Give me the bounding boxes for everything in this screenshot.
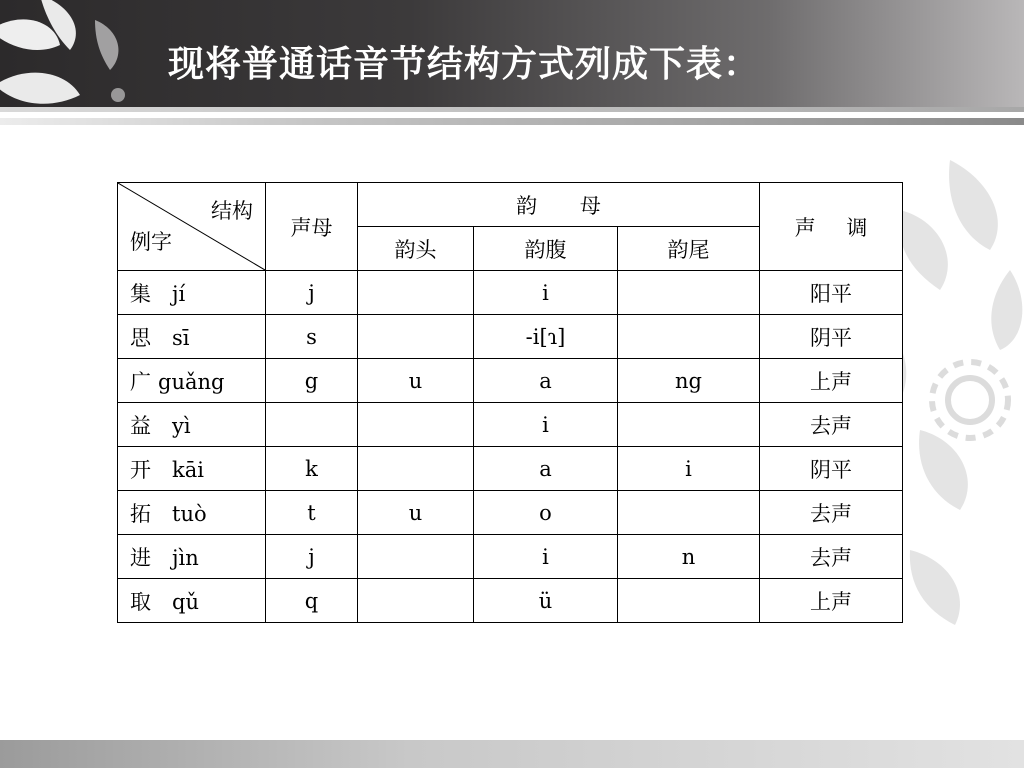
example-char: 拓 <box>130 501 151 526</box>
tone-cell: 上声 <box>760 579 903 623</box>
example-cell <box>118 535 266 579</box>
page-title: 现将普通话音节结构方式列成下表： <box>168 43 761 85</box>
final-group-label: 韵 母 <box>516 193 619 218</box>
nucleus-cell: i <box>474 535 618 579</box>
structure-label: 结构 <box>211 199 253 223</box>
example-char: 益 <box>130 413 151 438</box>
example-cell <box>118 447 266 491</box>
diagonal-header-cell <box>118 183 266 271</box>
nucleus-cell: a <box>474 359 618 403</box>
initial-cell <box>266 403 358 447</box>
example-cell <box>118 359 266 403</box>
tone-cell: 阴平 <box>760 315 903 359</box>
table-row <box>118 491 903 535</box>
nucleus-cell: -i[ɿ] <box>474 315 618 359</box>
example-char: 广 <box>130 369 151 394</box>
table-row <box>118 579 903 623</box>
example-cell <box>118 315 266 359</box>
tone-header-label: 声 调 <box>794 215 880 240</box>
final-group-header <box>358 183 760 227</box>
coda-header: 韵尾 <box>618 227 760 271</box>
example-pinyin: jìn <box>172 545 199 570</box>
medial-cell: u <box>358 491 474 535</box>
example-char: 取 <box>130 589 151 614</box>
coda-cell: ng <box>618 359 760 403</box>
initial-cell: j <box>266 271 358 315</box>
medial-cell <box>358 315 474 359</box>
example-pinyin: kāi <box>172 457 204 482</box>
nucleus-header: 韵腹 <box>474 227 618 271</box>
nucleus-cell: a <box>474 447 618 491</box>
leaf-decoration-icon <box>0 0 160 107</box>
coda-cell <box>618 491 760 535</box>
table-header-row <box>118 183 903 227</box>
initial-cell: k <box>266 447 358 491</box>
example-pinyin: qǔ <box>172 589 199 614</box>
tone-cell: 阴平 <box>760 447 903 491</box>
table-row <box>118 359 903 403</box>
tone-cell: 去声 <box>760 491 903 535</box>
initial-header: 声母 <box>266 183 358 271</box>
divider-stripe-accent <box>0 118 1024 125</box>
example-char: 集 <box>130 281 151 306</box>
example-pinyin: sī <box>172 325 190 350</box>
example-char: 进 <box>130 545 151 570</box>
footer-bar <box>0 740 1024 768</box>
syllable-structure-table <box>117 182 903 623</box>
example-cell <box>118 579 266 623</box>
example-pinyin: jí <box>172 281 186 306</box>
tone-cell: 去声 <box>760 403 903 447</box>
nucleus-cell: o <box>474 491 618 535</box>
initial-cell: t <box>266 491 358 535</box>
table-row <box>118 271 903 315</box>
coda-cell: i <box>618 447 760 491</box>
medial-cell <box>358 535 474 579</box>
nucleus-cell: ü <box>474 579 618 623</box>
medial-cell <box>358 271 474 315</box>
table-row <box>118 535 903 579</box>
nucleus-cell: i <box>474 271 618 315</box>
medial-cell <box>358 579 474 623</box>
example-cell <box>118 271 266 315</box>
coda-cell <box>618 403 760 447</box>
nucleus-cell: i <box>474 403 618 447</box>
example-pinyin: guǎng <box>158 369 225 394</box>
initial-cell: g <box>266 359 358 403</box>
initial-cell: s <box>266 315 358 359</box>
example-char-label: 例字 <box>130 230 172 254</box>
medial-cell <box>358 403 474 447</box>
medial-cell <box>358 447 474 491</box>
table-row <box>118 315 903 359</box>
tone-cell: 上声 <box>760 359 903 403</box>
table-row <box>118 403 903 447</box>
example-char: 开 <box>130 457 151 482</box>
initial-cell: q <box>266 579 358 623</box>
table-row <box>118 447 903 491</box>
initial-cell: j <box>266 535 358 579</box>
example-pinyin: yì <box>172 413 191 438</box>
example-pinyin: tuò <box>172 501 207 526</box>
tone-cell: 阳平 <box>760 271 903 315</box>
coda-cell <box>618 579 760 623</box>
tone-header <box>760 183 903 271</box>
tone-cell: 去声 <box>760 535 903 579</box>
coda-cell <box>618 271 760 315</box>
example-cell <box>118 403 266 447</box>
medial-cell: u <box>358 359 474 403</box>
coda-cell: n <box>618 535 760 579</box>
example-cell <box>118 491 266 535</box>
coda-cell <box>618 315 760 359</box>
medial-header: 韵头 <box>358 227 474 271</box>
example-char: 思 <box>130 325 151 350</box>
divider-stripe <box>0 107 1024 112</box>
